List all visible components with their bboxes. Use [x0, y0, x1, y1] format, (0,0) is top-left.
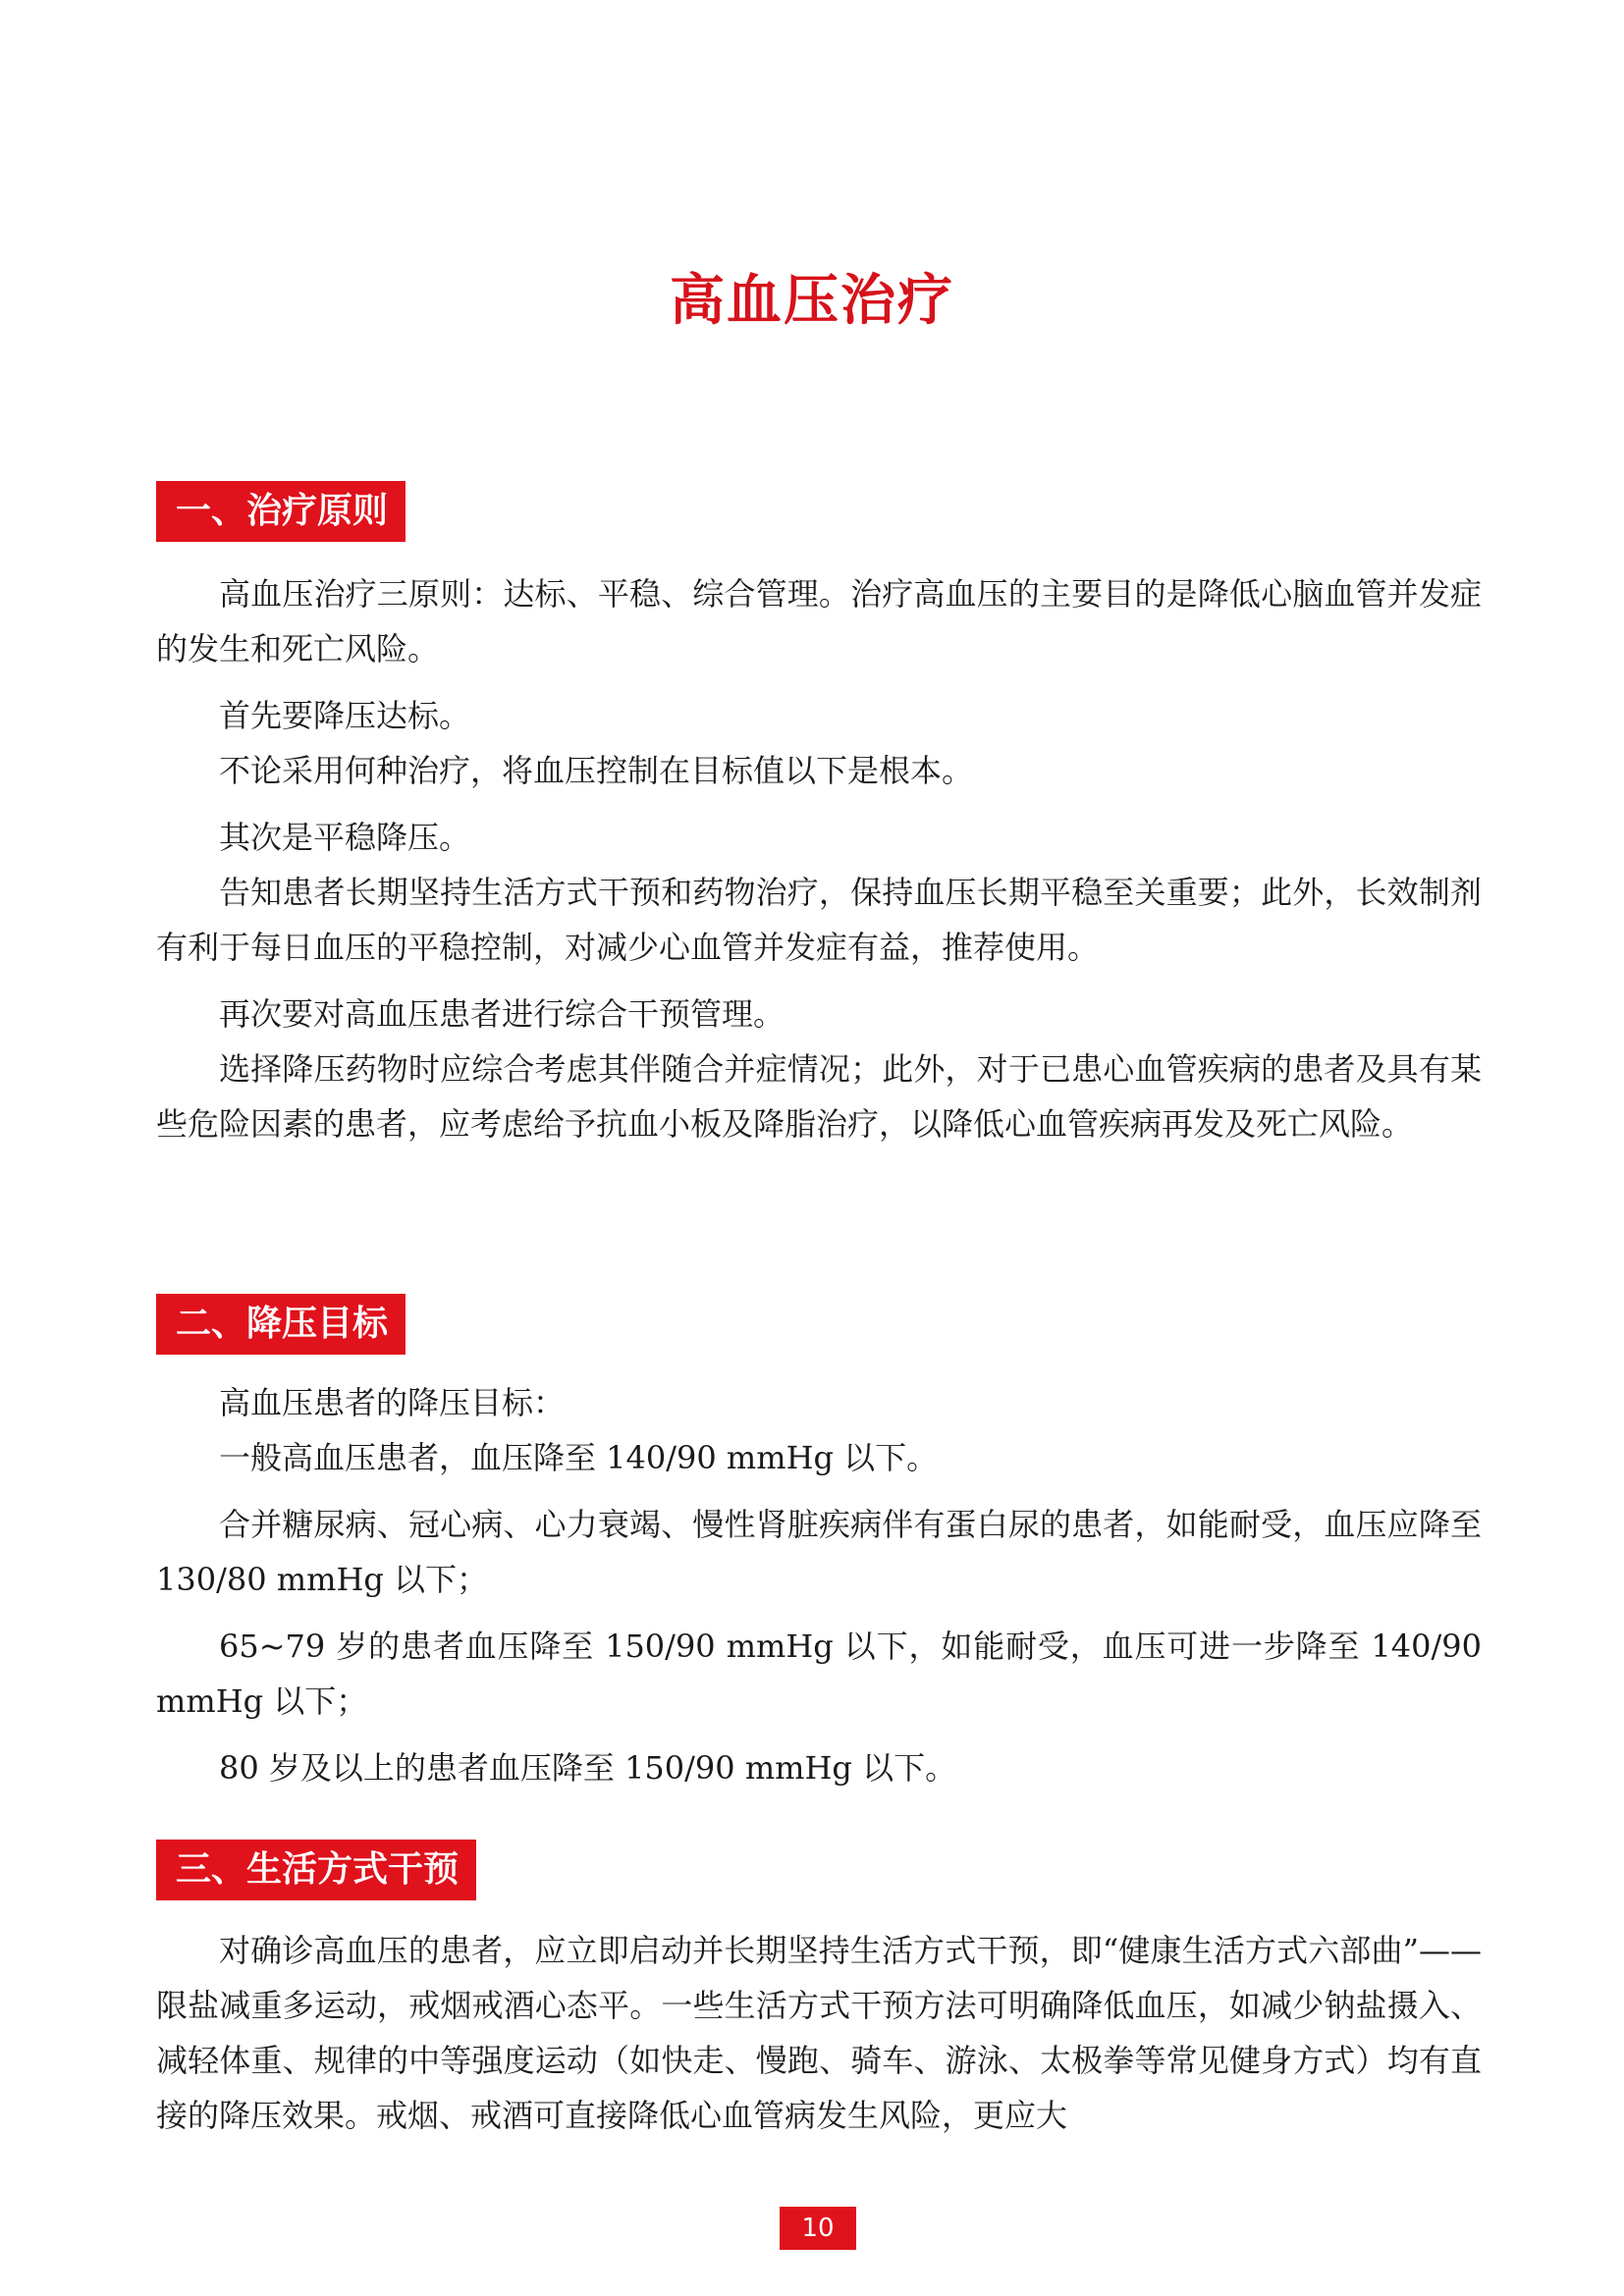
section-heading-principles: 一、治疗原则 — [156, 481, 406, 542]
paragraph: 不论采用何种治疗，将血压控制在目标值以下是根本。 — [219, 752, 974, 789]
section-heading-lifestyle: 三、生活方式干预 — [156, 1840, 476, 1900]
paragraph: 高血压治疗三原则：达标、平稳、综合管理。治疗高血压的主要目的是降低心脑血管并发症的发生和死亡风险。 — [156, 575, 1482, 667]
paragraph: 合并糖尿病、冠心病、心力衰竭、慢性肾脏疾病伴有蛋白尿的患者，如能耐受，血压应降至 130/80 mmHg 以下； — [156, 1506, 1482, 1598]
paragraph: 对确诊高血压的患者，应立即启动并长期坚持生活方式干预，即“健康生活方式六部曲”—— 限盐减重多运动，戒烟戒酒心态平。一些生活方式干预方法可明确降低血压，如减少钠盐摄入、减轻体重、规律的中等强度运动（如快走、慢跑、骑车、游泳、太极拳等常见健身方式）均有直接的降压效果。戒烟、戒酒可直接降低心血管病发生风险，更应大 — [156, 1932, 1482, 2134]
section-body-targets — [156, 1375, 1482, 1795]
paragraph: 一般高血压患者，血压降至 140/90 mmHg 以下。 — [219, 1439, 939, 1476]
paragraph: 再次要对高血压患者进行综合干预管理。 — [219, 995, 785, 1033]
paragraph: 告知患者长期坚持生活方式干预和药物治疗，保持血压长期平稳至关重要；此外，长效制剂有利于每日血压的平稳控制，对减少心血管并发症有益，推荐使用。 — [156, 874, 1482, 966]
section-body-principles — [156, 566, 1482, 1151]
page-number: 10 — [780, 2207, 856, 2250]
paragraph: 高血压患者的降压目标： — [219, 1384, 566, 1421]
section-heading-targets: 二、降压目标 — [156, 1294, 406, 1355]
paragraph: 80 岁及以上的患者血压降至 150/90 mmHg 以下。 — [219, 1749, 957, 1787]
section-body-lifestyle — [156, 1923, 1482, 2143]
paragraph: 选择降压药物时应综合考虑其伴随合并症情况；此外，对于已患心血管疾病的患者及具有某些危险因素的患者，应考虑给予抗血小板及降脂治疗，以降低心血管疾病再发及死亡风险。 — [156, 1050, 1482, 1143]
paragraph: 首先要降压达标。 — [219, 697, 471, 734]
paragraph: 其次是平稳降压。 — [219, 819, 471, 856]
paragraph: 65~79 岁的患者血压降至 150/90 mmHg 以下，如能耐受，血压可进一步降至 140/90 mmHg 以下； — [156, 1628, 1482, 1720]
page-title: 高血压治疗 — [670, 268, 954, 333]
